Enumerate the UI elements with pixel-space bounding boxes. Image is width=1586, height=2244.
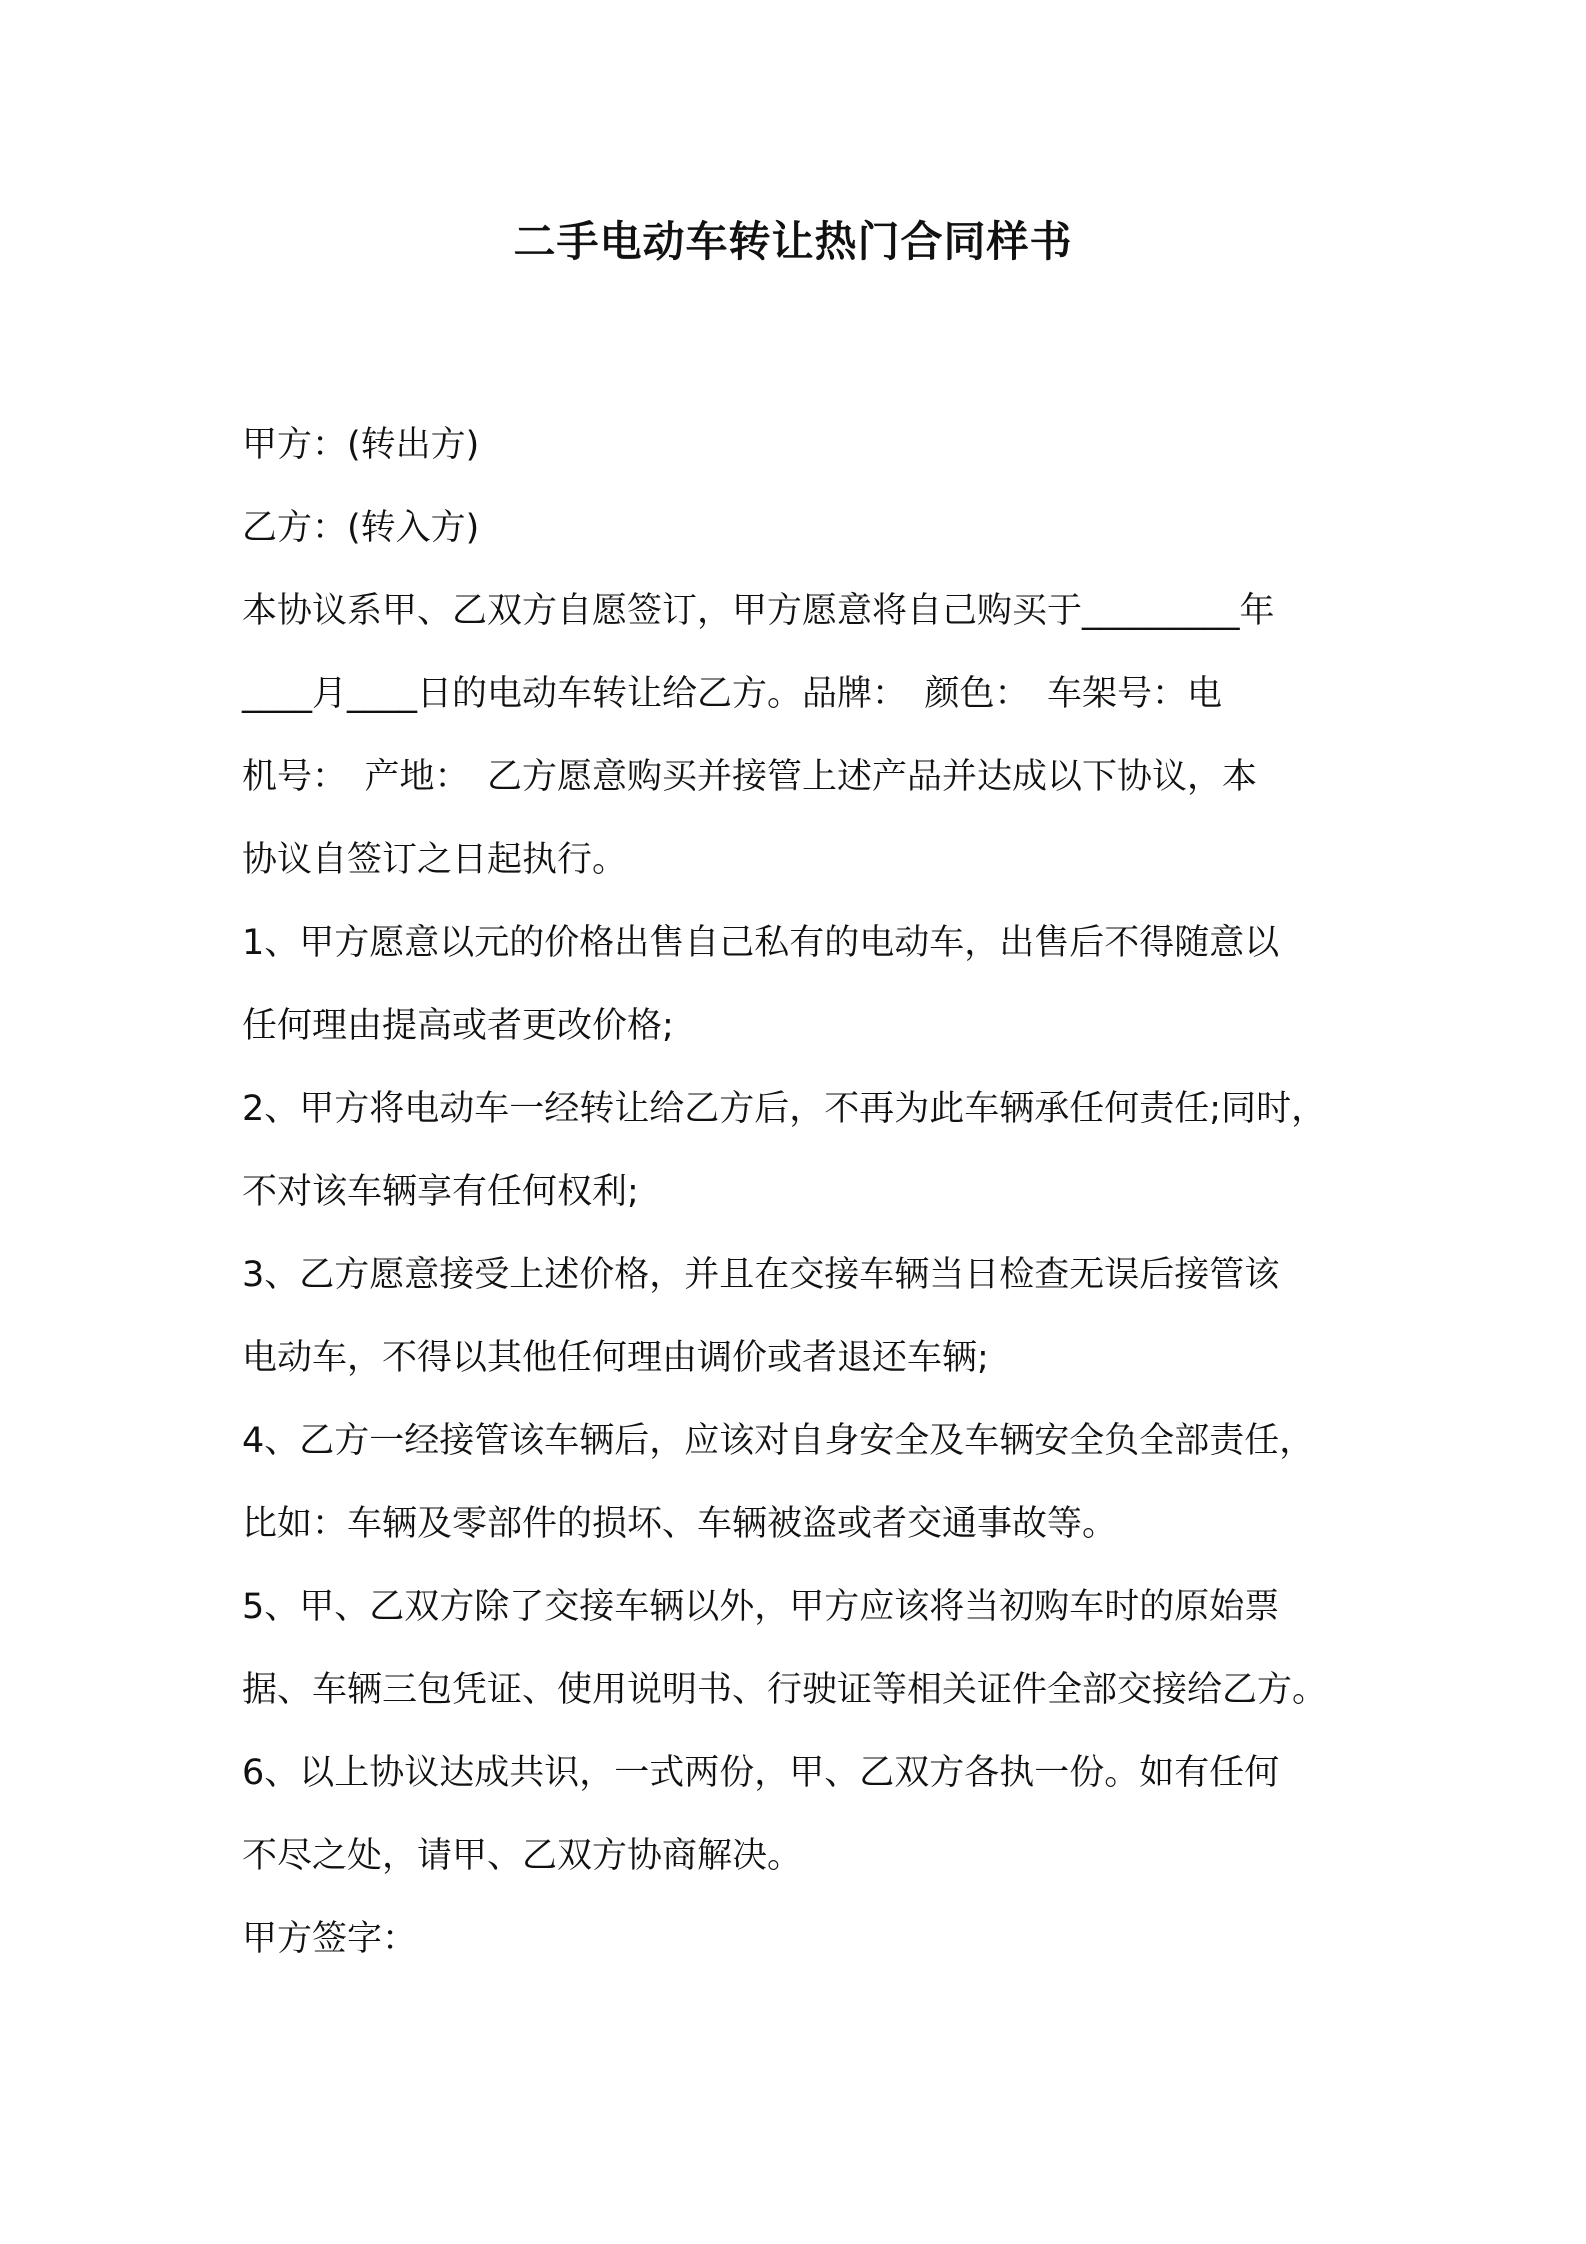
clause-2-line-1: 2、甲方将电动车一经转让给乙方后，不再为此车辆承任何责任;同时， xyxy=(242,1089,1327,1129)
clause-5-line-1: 5、甲、乙双方除了交接车辆以外，甲方应该将当初购车时的原始票 xyxy=(242,1587,1280,1627)
clause-6-line-1: 6、以上协议达成共识，一式两份，甲、乙双方各执一份。如有任何 xyxy=(242,1753,1280,1793)
document-body xyxy=(242,404,1372,1981)
party-a-signature-line: 甲方签字： xyxy=(242,1919,418,1959)
clause-4-line-2: 比如：车辆及零部件的损坏、车辆被盗或者交通事故等。 xyxy=(242,1504,1118,1544)
clause-1-line-2: 任何理由提高或者更改价格; xyxy=(242,1006,674,1046)
clause-4-line-1: 4、乙方一经接管该车辆后，应该对自身安全及车辆安全负全部责任， xyxy=(242,1421,1315,1461)
clause-1-line-1: 1、甲方愿意以元的价格出售自己私有的电动车，出售后不得随意以 xyxy=(242,923,1280,963)
party-b-line: 乙方：(转入方) xyxy=(242,508,480,548)
intro-line-1: 本协议系甲、乙双方自愿签订，甲方愿意将自己购买于_________年 xyxy=(242,591,1275,631)
clause-5-line-2: 据、车辆三包凭证、使用说明书、行驶证等相关证件全部交接给乙方。 xyxy=(242,1670,1328,1710)
clause-6-line-2: 不尽之处，请甲、乙双方协商解决。 xyxy=(242,1836,803,1876)
intro-line-3: 机号： 产地： 乙方愿意购买并接管上述产品并达成以下协议，本 xyxy=(242,757,1258,797)
clause-2-line-2: 不对该车辆享有任何权利; xyxy=(242,1172,639,1212)
clause-3-line-1: 3、乙方愿意接受上述价格，并且在交接车辆当日检查无误后接管该 xyxy=(242,1255,1280,1295)
clause-3-line-2: 电动车，不得以其他任何理由调价或者退还车辆; xyxy=(242,1338,989,1378)
intro-line-2: ____月____日的电动车转让给乙方。品牌： 颜色： 车架号：电 xyxy=(242,674,1223,714)
document-title: 二手电动车转让热门合同样书 xyxy=(513,217,1073,266)
party-a-line: 甲方：(转出方) xyxy=(242,425,480,465)
intro-line-4: 协议自签订之日起执行。 xyxy=(242,840,628,880)
